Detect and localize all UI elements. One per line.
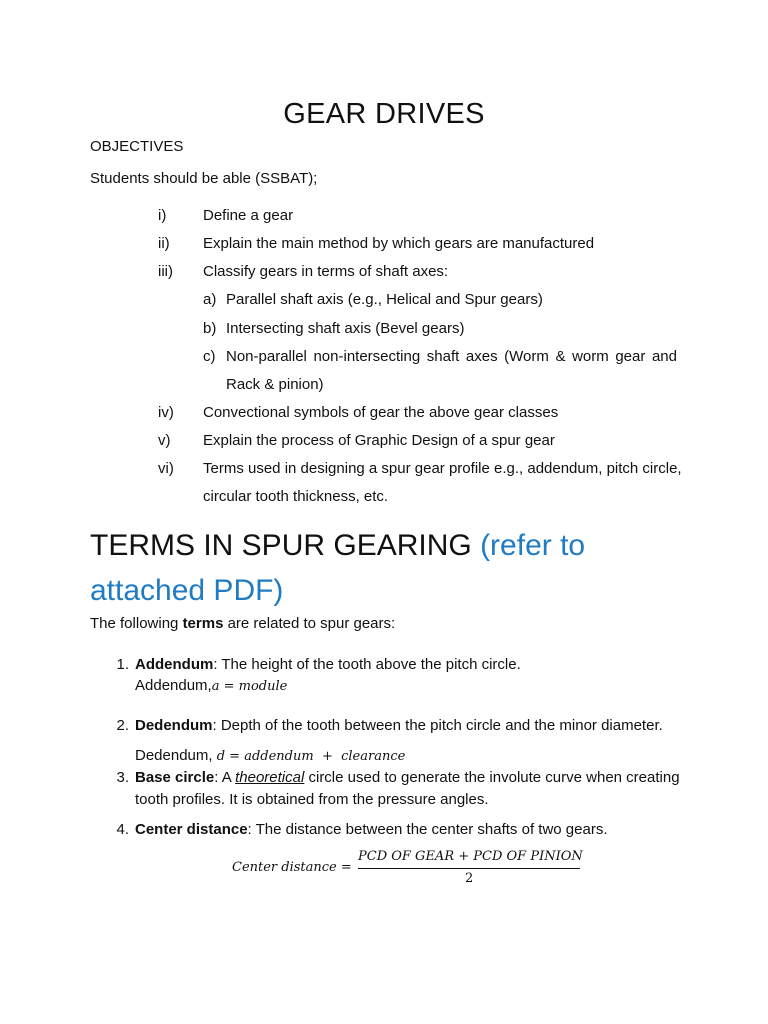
terms-intro-text: The following [90, 615, 183, 632]
objective-text: Explain the main method by which gears are manufactured [203, 235, 595, 252]
objective-text: Terms used in designing a spur gear profile e.g., addendum, pitch circle, [203, 460, 682, 477]
section-heading-line2 [90, 574, 283, 608]
objective-number: vi) [158, 460, 174, 477]
formula-addendum [135, 677, 287, 694]
subitem-text-continued: Rack & pinion) [226, 376, 324, 393]
term-center-distance [135, 821, 607, 838]
subitem-label: a) [203, 291, 217, 308]
term-number: 1. [116, 656, 129, 673]
subitem-label: b) [203, 320, 217, 337]
term-base-circle [135, 769, 680, 786]
subitem-label: c) [203, 348, 216, 365]
term-description-continued: tooth profiles. It is obtained from the pressure angles. [135, 791, 489, 808]
objective-text-continued: circular tooth thickness, etc. [203, 488, 389, 505]
formula-denominator: 2 [465, 871, 474, 886]
term-description: : Depth of the tooth between the pitch circle and the minor diameter. [212, 717, 663, 734]
term-addendum [135, 656, 521, 673]
objective-text: Convectional symbols of gear the above gear classes [203, 404, 559, 421]
objective-text: Classify gears in terms of shaft axes: [203, 263, 449, 280]
fraction-bar [358, 868, 580, 869]
term-description: : The height of the tooth above the pitch circle. [213, 656, 521, 673]
objectives-intro: Students should be able (SSBAT); [90, 170, 318, 187]
objective-text: Explain the process of Graphic Design of a spur gear [203, 432, 555, 449]
objective-number: iv) [158, 404, 174, 421]
formula-dedendum [135, 747, 405, 764]
section-heading-accent: attached PDF) [90, 574, 284, 607]
page-title: GEAR DRIVES [283, 98, 485, 130]
term-name: Addendum [135, 656, 214, 673]
term-description-emphasis: theoretical [235, 769, 305, 786]
subitem-text: Intersecting shaft axis (Bevel gears) [226, 320, 465, 337]
objective-text: Define a gear [203, 207, 294, 224]
term-name: Center distance [135, 821, 248, 838]
terms-intro [90, 615, 395, 632]
formula-expression: a = module [211, 679, 288, 694]
term-number: 4. [116, 821, 129, 838]
terms-intro-bold: terms [182, 615, 224, 632]
formula-expression: d = addendum + clearance [216, 749, 406, 764]
formula-numerator: PCD OF GEAR + PCD OF PINION [358, 849, 583, 864]
term-name: Base circle [135, 769, 215, 786]
objective-number: i) [158, 207, 167, 224]
formula-lhs: Center distance = [232, 860, 352, 875]
term-description: : The distance between the center shafts of two gears. [247, 821, 608, 838]
objective-number: v) [158, 432, 171, 449]
objective-number: iii) [158, 263, 173, 280]
subitem-text: Parallel shaft axis (e.g., Helical and Spur gears) [226, 291, 543, 308]
terms-intro-text: are related to spur gears: [223, 615, 396, 632]
section-heading-accent: (refer to [480, 529, 586, 562]
term-description: : A [214, 769, 236, 786]
section-heading-main: TERMS IN SPUR GEARING [90, 529, 472, 562]
objective-number: ii) [158, 235, 170, 252]
term-dedendum [135, 717, 663, 734]
term-name: Dedendum [135, 717, 213, 734]
formula-label: Addendum, [135, 677, 212, 694]
term-number: 2. [116, 717, 129, 734]
subitem-text: Non-parallel non-intersecting shaft axes (Worm & worm gear and [226, 348, 677, 365]
term-description: circle used to generate the involute curve when creating [304, 769, 680, 786]
formula-label: Dedendum, [135, 747, 217, 764]
term-number: 3. [116, 769, 129, 786]
objectives-label: OBJECTIVES [90, 138, 184, 155]
section-heading [90, 529, 585, 563]
